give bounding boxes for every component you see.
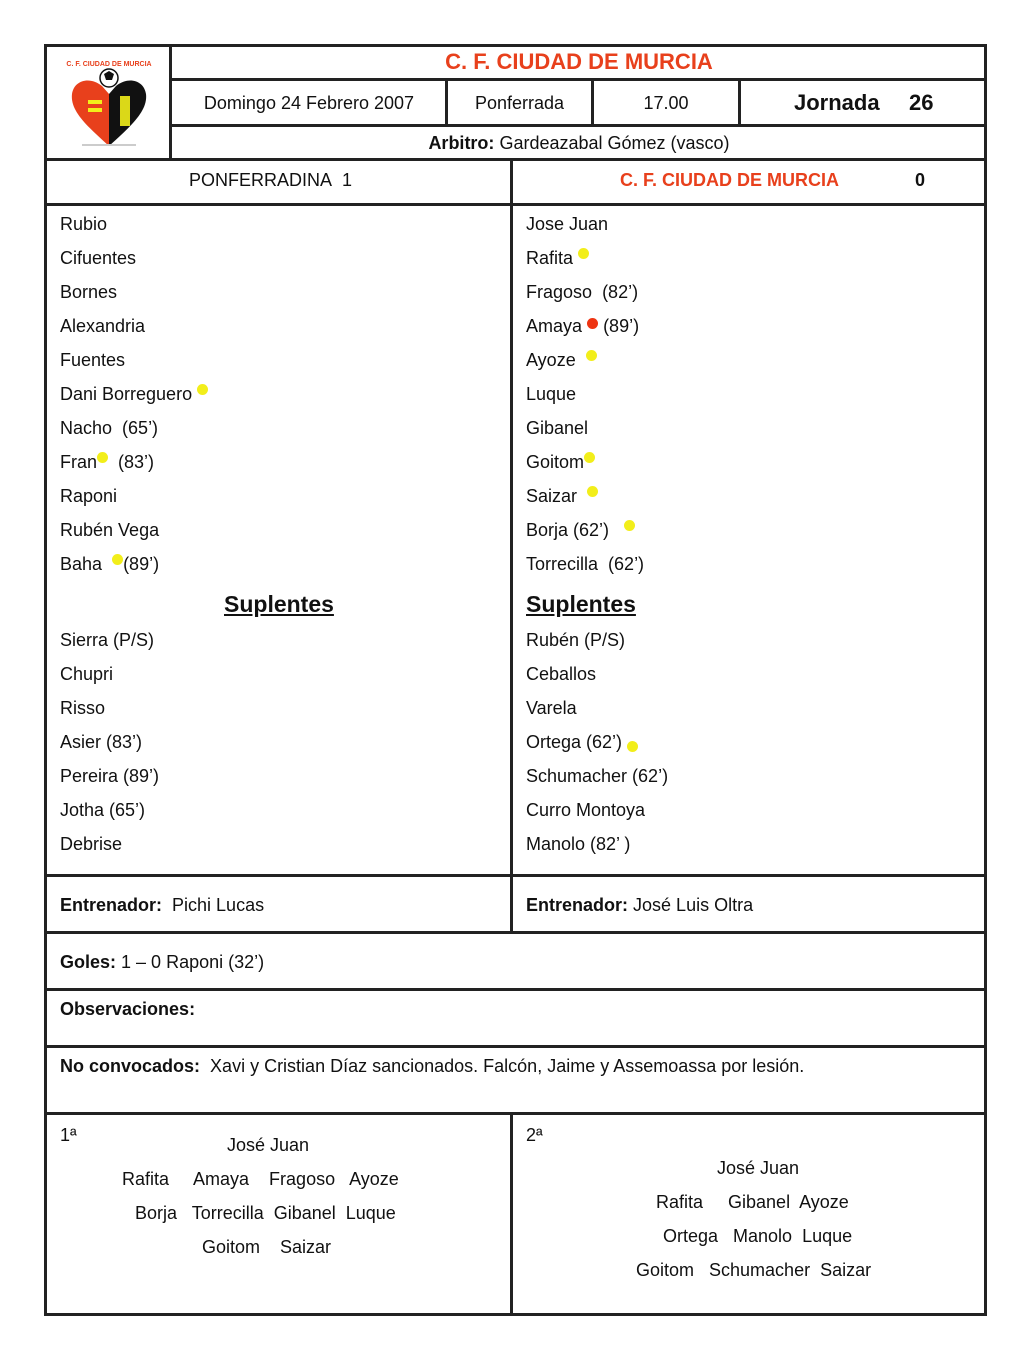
away-player: Ayoze (526, 349, 597, 371)
away-player: Goitom (526, 451, 595, 473)
grid-line (44, 874, 987, 877)
grid-line (510, 1112, 513, 1316)
grid-line (44, 158, 987, 161)
grid-line (44, 988, 987, 991)
formation-line: Rafita Gibanel Ayoze (656, 1192, 849, 1212)
club-crest-logo (62, 56, 156, 152)
formation-line: Goitom Saizar (202, 1237, 332, 1257)
away-player: Jose Juan (526, 214, 609, 234)
away-team-name: C. F. CIUDAD DE MURCIA (620, 170, 839, 190)
away-player: Borja (62’) (526, 519, 635, 541)
yellow-card-icon (587, 486, 598, 497)
yellow-card-icon (586, 350, 597, 361)
grid-line (44, 1045, 987, 1048)
away-player: Amaya (89’) (526, 316, 640, 336)
away-player: Gibanel (526, 418, 589, 438)
away-sub: Schumacher (62’) (526, 766, 669, 786)
home-player: Dani Borreguero (60, 383, 208, 405)
no-convocados-line: No convocados: Xavi y Cristian Díaz sancionados. Falcón, Jaime y Assemoassa por lesión. (60, 1056, 805, 1076)
formation-1-label: 1ª (60, 1125, 77, 1145)
yellow-card-icon (624, 520, 635, 531)
home-team-score: 1 (342, 170, 353, 190)
referee-line (171, 132, 987, 154)
away-player: Saizar (526, 485, 598, 507)
home-sub: Pereira (89’) (60, 766, 160, 786)
home-team-header (189, 169, 352, 191)
goals-line: Goles: 1 – 0 Raponi (32’) (60, 952, 265, 972)
grid-line (44, 203, 987, 206)
grid-line (44, 1112, 987, 1115)
away-suplentes-heading: Suplentes (526, 591, 636, 617)
jornada-label: Jornada (794, 90, 880, 115)
yellow-card-icon (578, 248, 589, 259)
club-title: C. F. CIUDAD DE MURCIA (445, 49, 713, 74)
home-suplentes-heading: Suplentes (224, 591, 334, 617)
grid-line (171, 78, 987, 81)
formation-line: Borja Torrecilla Gibanel Luque (135, 1203, 396, 1223)
away-sub: Rubén (P/S) (526, 630, 626, 650)
home-player: Fran (83’) (60, 452, 155, 472)
formation-line: José Juan (226, 1135, 310, 1155)
away-team-score: 0 (915, 170, 926, 190)
away-sub: Manolo (82’ ) (526, 834, 631, 854)
home-player: Alexandria (60, 316, 146, 336)
svg-text:C. F. CIUDAD DE MURCIA: C. F. CIUDAD DE MURCIA (66, 61, 152, 68)
referee-name: Gardeazabal Gómez (vasco) (499, 133, 730, 153)
grid-line (510, 158, 513, 933)
match-sheet (44, 44, 987, 1316)
home-player: Fuentes (60, 350, 126, 370)
red-card-icon (587, 318, 598, 329)
home-player: Rubio (60, 214, 108, 234)
home-player: Baha (89’) (60, 554, 160, 574)
match-time: 17.00 (643, 93, 689, 113)
away-sub: Curro Montoya (526, 800, 646, 820)
grid-line (44, 931, 987, 934)
home-sub: Asier (83’) (60, 732, 143, 752)
formation-line: José Juan (716, 1158, 800, 1178)
home-player: Nacho (65’) (60, 418, 159, 438)
match-venue: Ponferrada (474, 93, 565, 113)
formation-line: Rafita Amaya Fragoso Ayoze (122, 1169, 399, 1189)
home-player: Raponi (60, 486, 118, 506)
away-player: Rafita (526, 247, 589, 269)
away-sub: Ceballos (526, 664, 597, 684)
home-player: Rubén Vega (60, 520, 160, 540)
away-sub: Varela (526, 698, 577, 718)
away-coach: Entrenador: José Luis Oltra (526, 895, 754, 915)
formation-line: Goitom Schumacher Saizar (636, 1260, 872, 1280)
observaciones-label: Observaciones: (60, 999, 196, 1019)
yellow-card-icon (112, 554, 123, 565)
grid-line (171, 124, 987, 127)
home-coach: Entrenador: Pichi Lucas (60, 895, 265, 915)
home-player: Cifuentes (60, 248, 137, 268)
yellow-card-icon (197, 384, 208, 395)
away-sub: Ortega (62’) (526, 731, 638, 753)
home-sub: Sierra (P/S) (60, 630, 155, 650)
home-sub: Debrise (60, 834, 123, 854)
away-player: Torrecilla (62’) (526, 554, 645, 574)
match-date: Domingo 24 Febrero 2007 (203, 93, 415, 113)
formation-line: Ortega Manolo Luque (663, 1226, 853, 1246)
home-sub: Jotha (65’) (60, 800, 146, 820)
home-sub: Risso (60, 698, 106, 718)
home-player: Bornes (60, 282, 118, 302)
away-player: Fragoso (82’) (526, 282, 639, 302)
home-team-name: PONFERRADINA (189, 170, 333, 190)
formation-2-label: 2ª (526, 1125, 543, 1145)
yellow-card-icon (627, 741, 638, 752)
yellow-card-icon (97, 452, 108, 463)
yellow-card-icon (584, 452, 595, 463)
jornada-number: 26 (909, 90, 934, 115)
referee-label: Arbitro: (428, 133, 495, 153)
away-player: Luque (526, 384, 577, 404)
home-sub: Chupri (60, 664, 114, 684)
